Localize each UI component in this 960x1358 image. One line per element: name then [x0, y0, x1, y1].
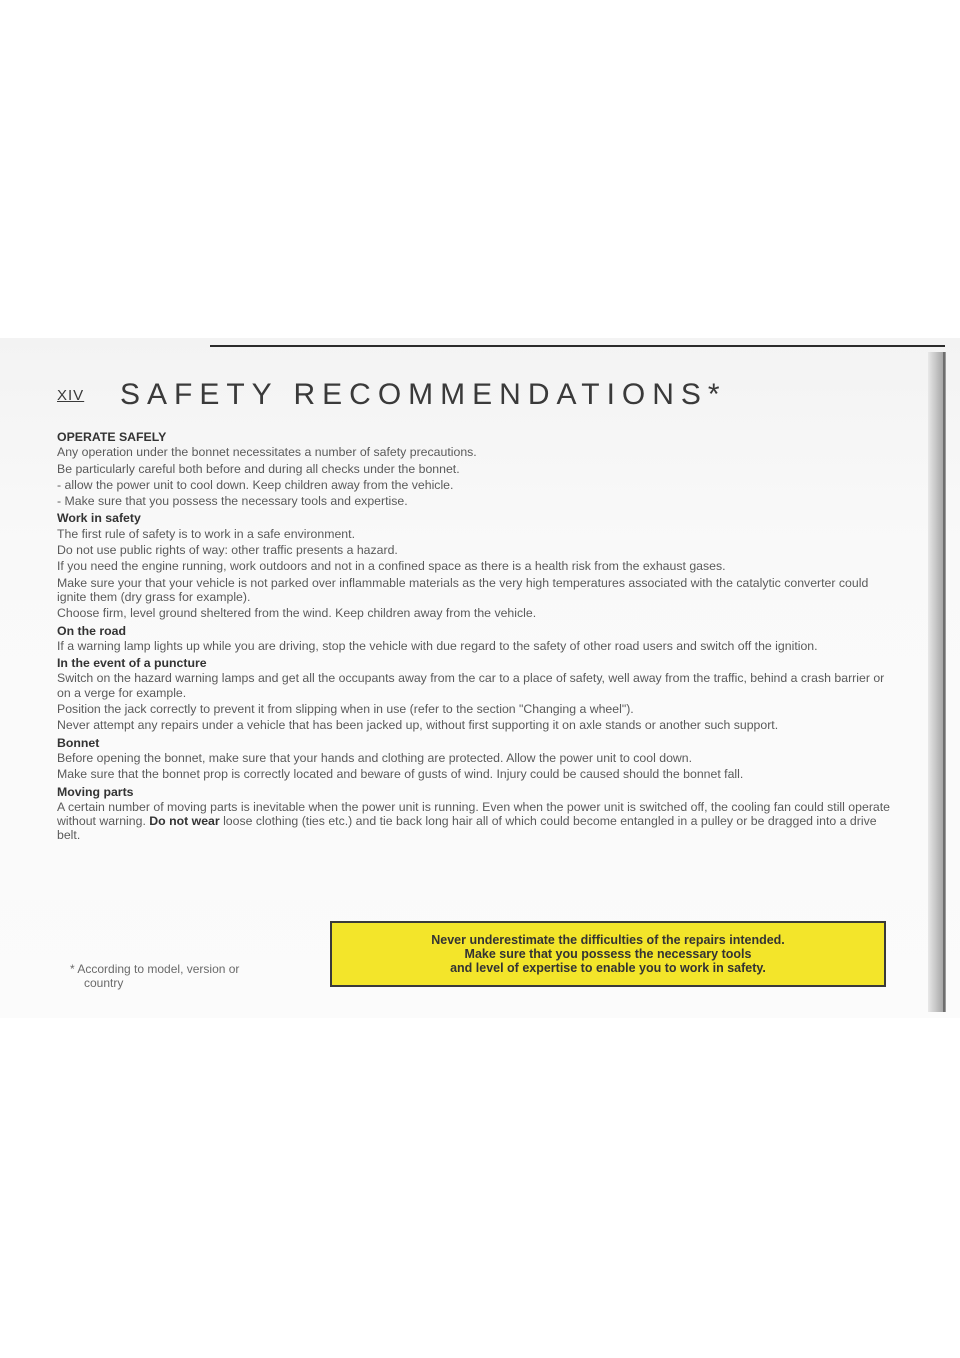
warning-line: Make sure that you possess the necessary tools	[464, 947, 752, 961]
subsection-heading-bonnet: Bonnet	[57, 735, 100, 750]
footnote	[70, 962, 300, 990]
footnote-line: country	[84, 976, 124, 990]
subsection-heading-moving-parts: Moving parts	[57, 784, 134, 799]
footnote-line: * According to model, version or	[70, 962, 240, 976]
warning-line: Never underestimate the difficulties of the repairs intended.	[431, 933, 785, 947]
paragraph: Make sure your that your vehicle is not parked over inflammable materials as the very high temperatures associated with the catalytic converter could ignite them (dry grass for example).	[57, 575, 869, 604]
subsection-heading-work-in-safety: Work in safety	[57, 511, 141, 526]
paragraph: Choose firm, level ground sheltered from the wind. Keep children away from the vehicle.	[57, 606, 537, 621]
document-body	[57, 430, 897, 845]
paragraph: Do not use public rights of way: other traffic presents a hazard.	[57, 543, 398, 558]
page-number: XIV	[57, 387, 85, 404]
moving-parts-paragraph	[57, 800, 897, 843]
page-title: SAFETY RECOMMENDATIONS*	[120, 378, 727, 411]
paragraph: If you need the engine running, work outdoors and not in a confined space as there is a health risk from the exhaust gases.	[57, 559, 726, 574]
moving-parts-text-after: loose clothing (ties etc.) and tie back long hair all of which could become entangled in a pulley or be dragged into a drive belt.	[57, 814, 877, 843]
paragraph: The first rule of safety is to work in a safe environment.	[57, 526, 355, 541]
moving-parts-bold: Do not wear	[149, 814, 220, 829]
paragraph: Position the jack correctly to prevent it from slipping when in use (refer to the section "Changing a wheel").	[57, 702, 634, 717]
section-line: Be particularly careful both before and during all checks under the bonnet.	[57, 461, 460, 476]
moving-parts-text-before: A certain number of moving parts is inevitable when the power unit is running. Even when the power unit is switched off, the cooling fan could still operate without warning.	[57, 799, 891, 829]
warning-line: and level of expertise to enable you to work in safety.	[450, 961, 766, 975]
subsection-heading-puncture: In the event of a puncture	[57, 656, 207, 671]
top-rule	[210, 345, 945, 347]
paragraph: Switch on the hazard warning lamps and get all the occupants away from the car to a place of safety, well away from the traffic, behind a crash barrier or on a verge for example.	[57, 671, 885, 700]
section-heading: OPERATE SAFELY	[57, 430, 167, 444]
section-intro: Any operation under the bonnet necessitates a number of safety precautions.	[57, 445, 477, 460]
section-line: - allow the power unit to cool down. Keep children away from the vehicle.	[57, 477, 454, 492]
paragraph: Before opening the bonnet, make sure that your hands and clothing are protected. Allow the power unit to cool down.	[57, 750, 693, 765]
paragraph: Never attempt any repairs under a vehicle that has been jacked up, without first supporting it on axle stands or another such support.	[57, 718, 779, 733]
warning-box	[330, 921, 886, 987]
paragraph: If a warning lamp lights up while you are driving, stop the vehicle with due regard to the safety of other road users and switch off the ignition.	[57, 638, 818, 653]
page-edge-line	[943, 352, 945, 1012]
paragraph: Make sure that the bonnet prop is correctly located and beware of gusts of wind. Injury could be caused should the bonnet fall.	[57, 767, 744, 782]
section-line: - Make sure that you possess the necessary tools and expertise.	[57, 494, 408, 509]
subsection-heading-on-the-road: On the road	[57, 623, 127, 638]
